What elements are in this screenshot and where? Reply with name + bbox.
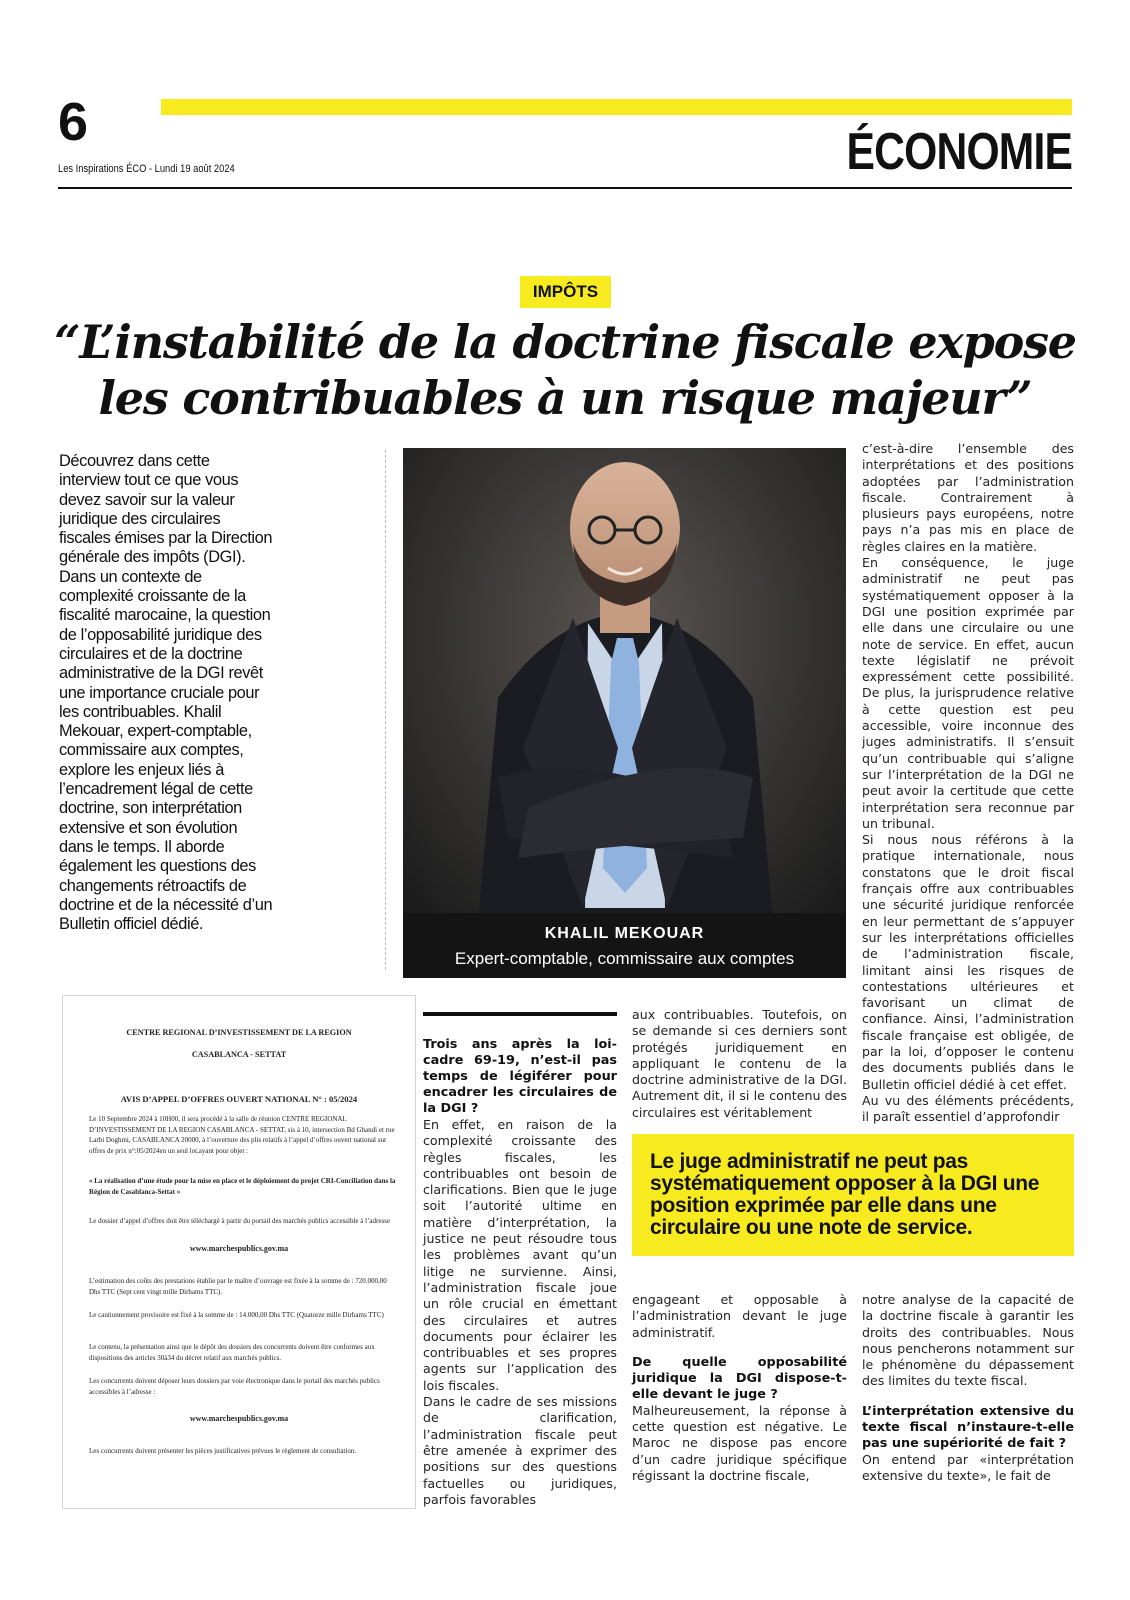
body-paragraph: En conséquence, le juge administratif ne peut pas systématiquement opposer à la DGI une position exprimée par elle dans une circulaire ou une note de service. En effet, aucun texte législatif ne prévoit expressément cette possibilité. De plus, la jurisprudence relative à cette question est peu accessible, voire inconnue des juges administratifs. Il s’ensuit qu’un contribuable qui s’aligne sur l’interprétation de la DGI ne peut avoir la certitude que cette interprétation sera reconnue par un tribunal.: [862, 555, 1074, 831]
body-paragraph: engageant et opposable à l’administration devant le juge administratif.: [632, 1292, 847, 1340]
answer-3: On entend par «interprétation extensive du texte», le fait de: [862, 1451, 1074, 1484]
notice-paragraph: « La réalisation d’une étude pour la mise en place et le déploiement du projet CRI-Conciliation dans la Région de Casablanca-Settat »: [89, 1177, 396, 1196]
body-paragraph: Au vu des éléments précédents, il paraît essentiel d’approfondir: [862, 1092, 1074, 1125]
notice-paragraph: Les concurrents doivent déposer leurs dossiers par voie électronique dans le portail des marchés publics accessibles à l’adresse :: [89, 1377, 380, 1396]
column-divider: [385, 450, 387, 970]
notice-org-line-1: CENTRE REGIONAL D’INVESTISSEMENT DE LA REGION: [126, 1028, 352, 1037]
issue-line: Les Inspirations ÉCO - Lundi 19 août 2024: [58, 163, 235, 175]
article-headline: [40, 314, 1090, 426]
body-column-middle-left: [423, 1037, 617, 1508]
body-paragraph: aux contribuables. Toutefois, on se demande si ces derniers sont protégés juridiquement en appliquant le contenu de la doctrine administrative de la DGI. Autrement dit, il si le contenu des circulaires est véritablement: [632, 1007, 847, 1120]
photo-caption: [403, 913, 846, 978]
tender-notice: [62, 995, 416, 1509]
pull-quote-text: Le juge administratif ne peut pas systématiquement opposer à la DGI une position exprimée par elle dans une circulaire ou une note de service.: [650, 1150, 1040, 1239]
notice-title: AVIS D’APPEL D’OFFRES OUVERT NATIONAL N° : 05/2024: [120, 1094, 358, 1104]
notice-org-line-2: CASABLANCA - SETTAT: [191, 1050, 287, 1059]
body-paragraph: notre analyse de la capacité de la doctrine fiscale à garantir les droits des contribuables. Nous nous pencherons notamment sur le phénomène du dépassement des limites du texte fiscal.: [862, 1292, 1074, 1389]
question-rule: [423, 1012, 617, 1016]
notice-url[interactable]: www.marchespublics.gov.ma: [189, 1414, 289, 1423]
notice-paragraph: Le contenu, la présentation ainsi que le dépôt des dossiers des concurrents doivent être conformes aux dispositions des articles 30à34 du décret relatif aux marchés publics.: [89, 1343, 375, 1362]
headline-line-2: les contribuables à un risque majeur”: [98, 371, 1032, 425]
notice-paragraph: Les concurrents doivent présenter les pièces justificatives prévues le règlement de consultation.: [89, 1447, 357, 1455]
notice-paragraph: L’estimation des coûts des prestations établie par le maître d’ouvrage est fixée à la somme de : 720.000,00 Dhs TTC (Sept cent vingt mille Dirhams TTC).: [89, 1277, 387, 1296]
question-3: L’interprétation extensive du texte fiscal n’instaure-t-elle pas une supériorité de fait ?: [862, 1403, 1074, 1451]
portrait-illustration: [403, 448, 846, 978]
answer-1-paragraph-1: En effet, en raison de la complexité croissante des règles fiscales, les contribuables ont besoin de clarifications. Bien que le juge soit l’autorité ultime en matière d’interprétation, la justice ne peut résoudre tous les problèmes avant qu’un litige ne survienne. Ainsi, l’administration fiscale joue un rôle crucial en émettant des circulaires et autres documents pour éclairer les contribuables et ses propres agents sur l’application des lois fiscales.: [423, 1117, 617, 1393]
question-2: De quelle opposabilité juridique la DGI dispose-t-elle devant le juge ?: [632, 1354, 847, 1402]
header-rule: [58, 187, 1072, 189]
body-column-right-bottom: [862, 1292, 1074, 1484]
body-column-middle-bottom: [632, 1292, 847, 1484]
headline-line-1: “L’instabilité de la doctrine fiscale expose: [54, 315, 1076, 369]
portrait-photo: [403, 448, 846, 978]
pull-quote: [632, 1134, 1074, 1256]
header-accent-bar: [161, 99, 1072, 115]
body-paragraph: c’est-à-dire l’ensemble des interprétations et des positions adoptées par l’administration fiscale. Contrairement à plusieurs pays européens, notre pays n’a pas mis en place de règles claires en la matière.: [862, 441, 1074, 554]
answer-2: Malheureusement, la réponse à cette question est négative. Le Maroc ne dispose pas encore d’un cadre juridique spécifique régissant la doctrine fiscale,: [632, 1402, 847, 1484]
question-1: Trois ans après la loi-cadre 69-19, n’est-il pas temps de légiférer pour encadrer les circulaires de la DGI ?: [423, 1037, 617, 1116]
body-paragraph: Si nous nous référons à la pratique internationale, nous constatons que le droit fiscal français offre aux contribuables une sécurité juridique renforcée en leur permettant de s’appuyer sur les interprétations officielles de l’administration fiscale, limitant ainsi les risques de contestations ultérieures et favorisant un climat de confiance. Ainsi, l’administration fiscale française est obligée, de par la loi, d’opposer le contenu des documents publiés dans le Bulletin officiel dédié à cet effet.: [862, 832, 1074, 1092]
answer-1-paragraph-2: Dans le cadre de ses missions de clarification, l’administration fiscale peut être amenée à exprimer des positions sur des questions factuelles ou juridiques, parfois favorables: [423, 1394, 617, 1507]
body-column-right-top: [862, 441, 1074, 1125]
notice-url[interactable]: www.marchespublics.gov.ma: [189, 1244, 289, 1253]
caption-role: Expert-comptable, commissaire aux comptes: [454, 949, 795, 968]
article-intro: Découvrez dans cette interview tout ce que vous devez savoir sur la valeur juridique des circulaires fiscales émises par la Direction générale des impôts (DGI). Dans un contexte de complexité croissante de la fiscalité marocaine, la question de l’opposabilité juridique des circulaires et de la doctrine administrative de la DGI revêt une importance cruciale pour les contribuables. Khalil Mekouar, expert-comptable, commissaire aux comptes, explore les enjeux liés à l’encadrement légal de cette doctrine, son interprétation extensive et son évolution dans le temps. Il aborde également les questions des changements rétroactifs de doctrine et de la nécessité d’un Bulletin officiel dédié.: [59, 452, 273, 934]
caption-name: KHALIL MEKOUAR: [544, 925, 705, 942]
section-title: ÉCONOMIE: [846, 123, 1072, 181]
body-column-middle-top: [632, 1007, 847, 1121]
notice-paragraph: Le dossier d’appel d’offres doit être téléchargé à partir du portail des marchés publics accessible à l’adresse: [89, 1217, 391, 1225]
page-number: 6: [58, 92, 89, 152]
notice-paragraph: Le cautionnement provisoire est fixé à la somme de : 14.000,00 Dhs TTC (Quatorze mille Dirhams TTC): [89, 1311, 384, 1319]
notice-paragraph: Le 10 Septembre 2024 à 10H00, il sera procédé à la salle de réunion CENTRE REGIONAL D’INVESTISSEMENT DE LA REGION CASABLANCA - SETTAT, sis à 10, intersection Bd Ghandi et rue Larbi Doghmi, CASABLANCA 20000, à l’ouverture des plis relatifs à l’appel d’offres ouvert national sur offres de prix n°:05/2024en un seul lot,ayant pour objet :: [89, 1115, 395, 1155]
article-kicker: IMPÔTS: [520, 276, 611, 308]
